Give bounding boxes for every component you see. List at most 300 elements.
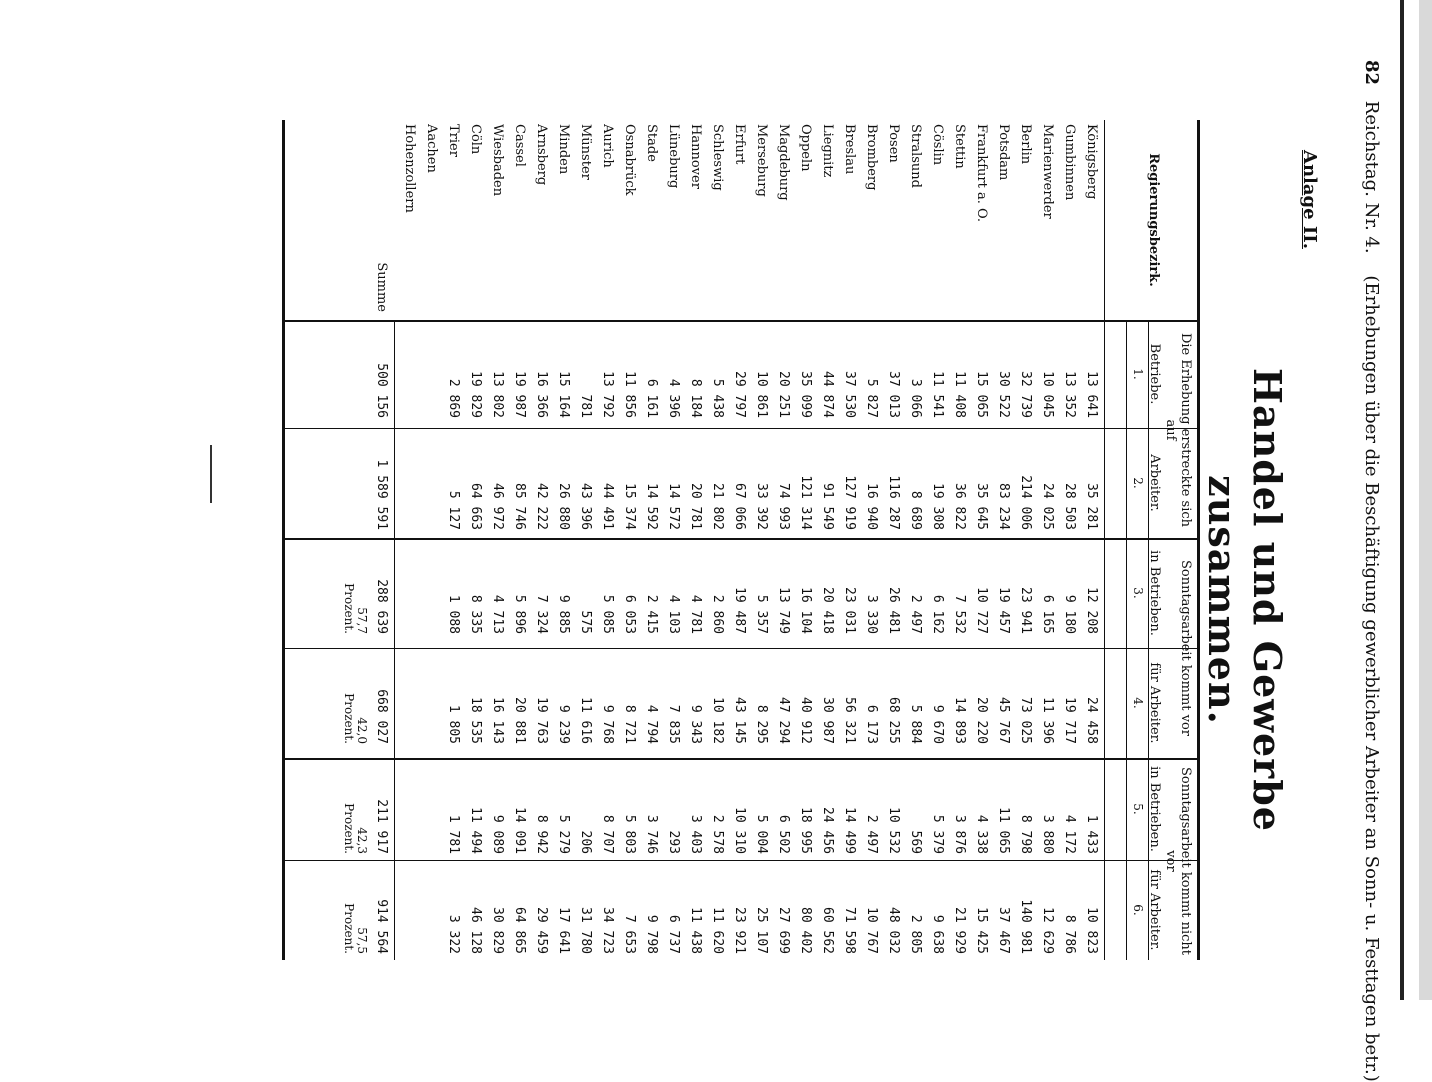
total-cell-c3: 288 639 bbox=[374, 579, 389, 634]
table-row bbox=[442, 120, 464, 960]
table-cell-c5: 8 707 bbox=[600, 814, 615, 854]
table-cell-c6: 29 459 bbox=[534, 907, 549, 954]
table-cell-c4: 5 884 bbox=[908, 704, 923, 744]
table-row bbox=[1036, 120, 1058, 960]
table-cell-c4: 43 145 bbox=[732, 697, 747, 744]
table-cell-c5: 2 578 bbox=[710, 814, 725, 854]
table-cell-c2: 67 066 bbox=[732, 483, 747, 530]
table-cell-c4: 24 458 bbox=[1084, 697, 1099, 744]
header-group-sunday-work: Sonntagsarbeit kommt vor bbox=[1178, 559, 1193, 737]
table-cell-c2: 33 392 bbox=[754, 483, 769, 530]
col-number-3: 3. bbox=[1131, 587, 1145, 599]
table-cell-c6: 27 699 bbox=[776, 907, 791, 954]
percentage-c6 bbox=[342, 868, 368, 954]
percentage-unit: Prozent. bbox=[342, 583, 356, 634]
page-title: Handel und Gewerbe zusammen. bbox=[1200, 368, 1290, 832]
table-cell-c6: 46 128 bbox=[468, 907, 483, 954]
region-name: Stettin bbox=[952, 124, 967, 169]
table-cell-c2: 83 234 bbox=[996, 483, 1011, 530]
table-cell-c3 bbox=[420, 548, 442, 634]
table-row bbox=[552, 120, 574, 960]
table-cell-c4: 8 295 bbox=[754, 704, 769, 744]
region-name: Hannover bbox=[688, 124, 703, 189]
table-cell-c5: 8 798 bbox=[1018, 814, 1033, 854]
table-row bbox=[838, 120, 860, 960]
table-cell-c2: 26 880 bbox=[556, 483, 571, 530]
region-name: Erfurt bbox=[732, 124, 747, 165]
table-cell-c1: 781 bbox=[578, 394, 593, 418]
table-cell-c1: 37 530 bbox=[842, 371, 857, 418]
table-cell-c2: 8 689 bbox=[908, 490, 923, 530]
region-name: Posen bbox=[886, 124, 901, 163]
table-row bbox=[992, 120, 1014, 960]
header-rule bbox=[1104, 120, 1105, 960]
table-cell-c2 bbox=[398, 438, 420, 530]
region-name: Potsdam bbox=[996, 124, 1011, 181]
table-cell-c3: 16 104 bbox=[798, 587, 813, 634]
table-cell-c6: 6 737 bbox=[666, 914, 681, 954]
header-col-3: in Betrieben. bbox=[1147, 550, 1162, 636]
table-cell-c4: 8 721 bbox=[622, 704, 637, 744]
table-cell-c4: 11 396 bbox=[1040, 697, 1055, 744]
table-cell-c6: 7 653 bbox=[622, 914, 637, 954]
table-cell-c5: 10 532 bbox=[886, 807, 901, 854]
table-cell-c6: 15 425 bbox=[974, 907, 989, 954]
table-cell-c4: 11 616 bbox=[578, 697, 593, 744]
table-row bbox=[706, 120, 728, 960]
header-col-5: in Betrieben. bbox=[1147, 766, 1162, 852]
table-cell-c3: 4 103 bbox=[666, 594, 681, 634]
table-row bbox=[1014, 120, 1036, 960]
table-cell-c1: 6 161 bbox=[644, 378, 659, 418]
table-cell-c3: 5 896 bbox=[512, 594, 527, 634]
table-cell-c2: 15 374 bbox=[622, 483, 637, 530]
region-name: Lüneburg bbox=[666, 124, 681, 189]
table-cell-c6: 8 786 bbox=[1062, 914, 1077, 954]
table-row bbox=[618, 120, 640, 960]
table-cell-c6: 64 865 bbox=[512, 907, 527, 954]
table-cell-c6 bbox=[398, 868, 420, 954]
table-cell-c4: 9 343 bbox=[688, 704, 703, 744]
table-cell-c1: 29 797 bbox=[732, 371, 747, 418]
header-col-1: Betriebe. bbox=[1147, 343, 1162, 405]
table-cell-c4: 9 670 bbox=[930, 704, 945, 744]
table-cell-c2: 46 972 bbox=[490, 483, 505, 530]
table-cell-c2: 42 222 bbox=[534, 483, 549, 530]
table-cell-c3: 9 180 bbox=[1062, 594, 1077, 634]
table-cell-c5: 6 502 bbox=[776, 814, 791, 854]
table-cell-c1: 13 792 bbox=[600, 371, 615, 418]
table-cell-c5: 9 089 bbox=[490, 814, 505, 854]
table-cell-c3: 19 487 bbox=[732, 587, 747, 634]
table-row bbox=[904, 120, 926, 960]
table-cell-c4: 30 987 bbox=[820, 697, 835, 744]
table-cell-c1: 10 861 bbox=[754, 371, 769, 418]
table-cell-c5: 1 433 bbox=[1084, 814, 1099, 854]
region-name: Cassel bbox=[512, 124, 527, 167]
table-cell-c1: 30 522 bbox=[996, 371, 1011, 418]
table-cell-c4: 20 881 bbox=[512, 697, 527, 744]
table-cell-c3 bbox=[398, 548, 420, 634]
table-cell-c3: 7 324 bbox=[534, 594, 549, 634]
region-name: Oppeln bbox=[798, 124, 813, 172]
table-row bbox=[508, 120, 530, 960]
header-col-6: für Arbeiter. bbox=[1147, 869, 1162, 951]
table-cell-c4: 19 763 bbox=[534, 697, 549, 744]
header-col-2: Arbeiter. bbox=[1147, 454, 1162, 512]
region-name: Magdeburg bbox=[776, 124, 791, 201]
table-cell-c1: 5 827 bbox=[864, 378, 879, 418]
table-cell-c4 bbox=[398, 658, 420, 744]
table-cell-c1: 37 013 bbox=[886, 371, 901, 418]
region-name: Bromberg bbox=[864, 124, 879, 191]
table-cell-c2: 21 802 bbox=[710, 483, 725, 530]
table-cell-c3: 4 713 bbox=[490, 594, 505, 634]
table-cell-c2: 36 822 bbox=[952, 483, 967, 530]
table-cell-c5: 5 279 bbox=[556, 814, 571, 854]
annex-label: Anlage II. bbox=[1299, 150, 1320, 249]
table-cell-c4: 10 182 bbox=[710, 697, 725, 744]
table-cell-c2: 35 645 bbox=[974, 483, 989, 530]
table-row bbox=[970, 120, 992, 960]
table-cell-c3: 6 165 bbox=[1040, 594, 1055, 634]
table-cell-c5: 4 338 bbox=[974, 814, 989, 854]
region-name: Cöslin bbox=[930, 124, 945, 166]
table-cell-c6: 9 798 bbox=[644, 914, 659, 954]
table-cell-c6: 11 438 bbox=[688, 907, 703, 954]
region-name: Merseburg bbox=[754, 124, 769, 197]
table-cell-c2: 121 314 bbox=[798, 475, 813, 530]
table-cell-c6: 3 322 bbox=[446, 914, 461, 954]
table-row bbox=[882, 120, 904, 960]
table-row bbox=[728, 120, 750, 960]
table-cell-c1: 32 739 bbox=[1018, 371, 1033, 418]
table-cell-c1: 19 829 bbox=[468, 371, 483, 418]
table-cell-c3: 10 727 bbox=[974, 587, 989, 634]
col-number-4: 4. bbox=[1131, 697, 1145, 709]
table-cell-c4: 9 239 bbox=[556, 704, 571, 744]
table-cell-c6: 30 829 bbox=[490, 907, 505, 954]
table-cell-c3: 5 085 bbox=[600, 594, 615, 634]
table-cell-c3: 13 749 bbox=[776, 587, 791, 634]
table-row bbox=[1058, 120, 1080, 960]
table-cell-c6: 25 107 bbox=[754, 907, 769, 954]
table-body bbox=[338, 120, 1102, 960]
table-cell-c1: 16 366 bbox=[534, 371, 549, 418]
table-row bbox=[398, 120, 420, 960]
percentage-unit: Prozent. bbox=[342, 903, 356, 954]
table-cell-c1: 15 164 bbox=[556, 371, 571, 418]
table-cell-c3: 2 497 bbox=[908, 594, 923, 634]
table-cell-c5: 18 995 bbox=[798, 807, 813, 854]
table-cell-c6: 21 929 bbox=[952, 907, 967, 954]
table-cell-c1: 11 856 bbox=[622, 371, 637, 418]
table-cell-c1: 5 438 bbox=[710, 378, 725, 418]
table-row bbox=[486, 120, 508, 960]
statistics-table bbox=[282, 120, 1200, 960]
percentage-value: 42,0 bbox=[355, 717, 369, 744]
table-cell-c3: 8 335 bbox=[468, 594, 483, 634]
table-row bbox=[794, 120, 816, 960]
table-cell-c2: 24 025 bbox=[1040, 483, 1055, 530]
table-row bbox=[750, 120, 772, 960]
table-cell-c6: 71 598 bbox=[842, 907, 857, 954]
running-head bbox=[1356, 60, 1382, 1082]
table-cell-c6: 11 620 bbox=[710, 907, 725, 954]
table-cell-c5: 293 bbox=[666, 830, 681, 854]
total-rule bbox=[394, 320, 395, 960]
total-cell-c5: 211 917 bbox=[374, 799, 389, 854]
table-cell-c2: 28 503 bbox=[1062, 483, 1077, 530]
table-cell-c2: 91 549 bbox=[820, 483, 835, 530]
percentage-c4 bbox=[342, 658, 368, 744]
table-cell-c1: 13 802 bbox=[490, 371, 505, 418]
table-cell-c1: 44 874 bbox=[820, 371, 835, 418]
table-cell-c1: 11 408 bbox=[952, 371, 967, 418]
table-cell-c1: 19 987 bbox=[512, 371, 527, 418]
region-name: Minden bbox=[556, 124, 571, 175]
table-cell-c2: 127 919 bbox=[842, 475, 857, 530]
table-row bbox=[772, 120, 794, 960]
table-cell-c3: 6 053 bbox=[622, 594, 637, 634]
table-cell-c5: 206 bbox=[578, 830, 593, 854]
table-cell-c4: 4 794 bbox=[644, 704, 659, 744]
table-cell-c4: 40 912 bbox=[798, 697, 813, 744]
table-cell-c3: 7 532 bbox=[952, 594, 967, 634]
total-cell-c6: 914 564 bbox=[374, 899, 389, 954]
table-cell-c4: 45 767 bbox=[996, 697, 1011, 744]
table-row bbox=[948, 120, 970, 960]
table-cell-c6: 23 921 bbox=[732, 907, 747, 954]
table-cell-c5: 3 876 bbox=[952, 814, 967, 854]
table-cell-c2: 14 572 bbox=[666, 483, 681, 530]
region-name: Trier bbox=[446, 124, 461, 157]
header-group-survey: Die Erhebung erstreckte sich auf bbox=[1163, 332, 1193, 528]
table-cell-c3: 3 330 bbox=[864, 594, 879, 634]
table-cell-c3: 4 781 bbox=[688, 594, 703, 634]
table-cell-c4: 6 173 bbox=[864, 704, 879, 744]
table-cell-c5 bbox=[420, 768, 442, 854]
table-cell-c5: 4 172 bbox=[1062, 814, 1077, 854]
total-cell-c4: 668 027 bbox=[374, 689, 389, 744]
table-row bbox=[464, 120, 486, 960]
region-name: Frankfurt a. O. bbox=[974, 124, 989, 223]
percentage-value: 57,5 bbox=[355, 927, 369, 954]
table-cell-c1: 11 541 bbox=[930, 371, 945, 418]
table-cell-c3: 26 481 bbox=[886, 587, 901, 634]
table-cell-c5: 3 880 bbox=[1040, 814, 1055, 854]
table-cell-c5: 24 456 bbox=[820, 807, 835, 854]
table-cell-c1: 10 045 bbox=[1040, 371, 1055, 418]
subject-line: (Erhebungen über die Beschäftigung gewerblicher Arbeiter an Sonn- u. Festtagen betr.) bbox=[1361, 275, 1382, 1082]
col-number-1: 1. bbox=[1131, 368, 1145, 380]
table-cell-c5: 3 746 bbox=[644, 814, 659, 854]
table-row bbox=[640, 120, 662, 960]
table-row bbox=[530, 120, 552, 960]
table-cell-c4: 47 294 bbox=[776, 697, 791, 744]
table-cell-c5 bbox=[398, 768, 420, 854]
table-cell-c4: 20 220 bbox=[974, 697, 989, 744]
table-cell-c4: 14 893 bbox=[952, 697, 967, 744]
rotated-page bbox=[270, 60, 1390, 1082]
region-name: Schleswig bbox=[710, 124, 725, 191]
region-name: Liegnitz bbox=[820, 124, 835, 178]
percentage-row bbox=[338, 120, 370, 960]
table-cell-c2: 74 993 bbox=[776, 483, 791, 530]
table-row bbox=[1080, 120, 1102, 960]
region-name: Wiesbaden bbox=[490, 124, 505, 197]
table-cell-c3: 19 457 bbox=[996, 587, 1011, 634]
scan-border-strip bbox=[1400, 0, 1404, 1000]
table-cell-c4: 68 255 bbox=[886, 697, 901, 744]
table-cell-c2: 20 781 bbox=[688, 483, 703, 530]
table-cell-c4: 1 805 bbox=[446, 704, 461, 744]
table-cell-c4: 18 535 bbox=[468, 697, 483, 744]
header-group-no-sunday-work: Sonntagsarbeit kommt nicht vor bbox=[1163, 766, 1193, 956]
table-cell-c5: 1 781 bbox=[446, 814, 461, 854]
page-number: 82 bbox=[1361, 60, 1382, 86]
table-cell-c6: 80 402 bbox=[798, 907, 813, 954]
table-cell-c2: 64 663 bbox=[468, 483, 483, 530]
table-cell-c3: 20 418 bbox=[820, 587, 835, 634]
table-cell-c3: 9 885 bbox=[556, 594, 571, 634]
table-cell-c4: 19 717 bbox=[1062, 697, 1077, 744]
table-cell-c6: 17 641 bbox=[556, 907, 571, 954]
table-row bbox=[574, 120, 596, 960]
total-label: Summe bbox=[374, 262, 389, 312]
table-cell-c1: 4 396 bbox=[666, 378, 681, 418]
table-cell-c2: 35 281 bbox=[1084, 483, 1099, 530]
table-cell-c6: 37 467 bbox=[996, 907, 1011, 954]
table-cell-c1: 13 352 bbox=[1062, 371, 1077, 418]
table-cell-c6: 48 032 bbox=[886, 907, 901, 954]
col-number-2: 2. bbox=[1131, 477, 1145, 489]
col-number-5: 5. bbox=[1131, 803, 1145, 815]
table-row bbox=[420, 120, 442, 960]
table-cell-c5: 14 091 bbox=[512, 807, 527, 854]
table-cell-c5: 569 bbox=[908, 830, 923, 854]
table-cell-c2: 43 396 bbox=[578, 483, 593, 530]
region-name: Münster bbox=[578, 124, 593, 180]
table-cell-c1: 15 065 bbox=[974, 371, 989, 418]
table-cell-c1: 13 641 bbox=[1084, 371, 1099, 418]
total-row bbox=[370, 120, 392, 960]
table-cell-c6: 10 823 bbox=[1084, 907, 1099, 954]
percentage-unit: Prozent. bbox=[342, 803, 356, 854]
table-cell-c3: 5 357 bbox=[754, 594, 769, 634]
table-cell-c5: 5 379 bbox=[930, 814, 945, 854]
table-cell-c4 bbox=[420, 658, 442, 744]
table-cell-c2: 5 127 bbox=[446, 490, 461, 530]
table-cell-c1 bbox=[398, 332, 420, 418]
table-cell-c2: 44 491 bbox=[600, 483, 615, 530]
table-cell-c6: 12 629 bbox=[1040, 907, 1055, 954]
table-cell-c1 bbox=[420, 332, 442, 418]
table-cell-c3: 23 941 bbox=[1018, 587, 1033, 634]
table-cell-c3: 6 162 bbox=[930, 594, 945, 634]
total-cell-c1: 500 156 bbox=[374, 363, 389, 418]
table-row bbox=[926, 120, 948, 960]
percentage-unit: Prozent. bbox=[342, 693, 356, 744]
table-cell-c6: 10 767 bbox=[864, 907, 879, 954]
region-name: Arnsberg bbox=[534, 124, 549, 186]
table-cell-c5: 5 803 bbox=[622, 814, 637, 854]
table-cell-c2: 214 006 bbox=[1018, 475, 1033, 530]
table-cell-c1: 20 251 bbox=[776, 371, 791, 418]
col-number-6: 6. bbox=[1131, 904, 1145, 916]
table-cell-c2: 19 308 bbox=[930, 483, 945, 530]
region-name: Cöln bbox=[468, 124, 483, 155]
table-row bbox=[662, 120, 684, 960]
region-name: Hohenzollern bbox=[402, 124, 417, 213]
table-cell-c2: 116 287 bbox=[886, 475, 901, 530]
region-name: Königsberg bbox=[1084, 124, 1099, 200]
table-cell-c2 bbox=[420, 438, 442, 530]
table-cell-c6: 31 780 bbox=[578, 907, 593, 954]
table-cell-c3: 575 bbox=[578, 610, 593, 634]
table-cell-c5: 8 942 bbox=[534, 814, 549, 854]
scan-edge bbox=[1419, 0, 1432, 1000]
table-cell-c3: 2 415 bbox=[644, 594, 659, 634]
table-cell-c4: 7 835 bbox=[666, 704, 681, 744]
table-cell-c1: 3 066 bbox=[908, 378, 923, 418]
table-cell-c6: 34 723 bbox=[600, 907, 615, 954]
table-cell-c2: 85 746 bbox=[512, 483, 527, 530]
table-cell-c5: 10 310 bbox=[732, 807, 747, 854]
table-cell-c1: 35 099 bbox=[798, 371, 813, 418]
table-cell-c5: 5 004 bbox=[754, 814, 769, 854]
table-cell-c3: 1 088 bbox=[446, 594, 461, 634]
header-rule bbox=[1126, 320, 1127, 960]
table-cell-c1: 2 869 bbox=[446, 378, 461, 418]
percentage-c3 bbox=[342, 548, 368, 634]
table-cell-c4: 9 768 bbox=[600, 704, 615, 744]
region-name: Aachen bbox=[424, 124, 439, 173]
table-row bbox=[684, 120, 706, 960]
table-cell-c6: 9 638 bbox=[930, 914, 945, 954]
series-label: Reichstag. Nr. 4. bbox=[1361, 100, 1382, 254]
table-cell-c4: 56 321 bbox=[842, 697, 857, 744]
table-cell-c5: 14 499 bbox=[842, 807, 857, 854]
region-name: Breslau bbox=[842, 124, 857, 175]
table-cell-c2: 16 940 bbox=[864, 483, 879, 530]
region-name: Aurich bbox=[600, 124, 615, 168]
region-name: Gumbinnen bbox=[1062, 124, 1077, 201]
stray-mark bbox=[210, 445, 212, 503]
percentage-value: 57,7 bbox=[355, 607, 369, 634]
table-cell-c3: 12 208 bbox=[1084, 587, 1099, 634]
region-name: Osnabrück bbox=[622, 124, 637, 196]
percentage-c5 bbox=[342, 768, 368, 854]
table-cell-c2: 14 592 bbox=[644, 483, 659, 530]
table-cell-c5: 3 403 bbox=[688, 814, 703, 854]
table-cell-c5: 11 065 bbox=[996, 807, 1011, 854]
table-cell-c4: 73 025 bbox=[1018, 697, 1033, 744]
total-cell-c2: 1 589 591 bbox=[374, 459, 389, 530]
table-cell-c6: 2 805 bbox=[908, 914, 923, 954]
table-cell-c6: 60 562 bbox=[820, 907, 835, 954]
table-cell-c6 bbox=[420, 868, 442, 954]
table-row bbox=[816, 120, 838, 960]
table-cell-c3: 23 031 bbox=[842, 587, 857, 634]
table-cell-c5: 11 494 bbox=[468, 807, 483, 854]
total-separator bbox=[392, 120, 398, 960]
table-row bbox=[860, 120, 882, 960]
table-cell-c5: 2 497 bbox=[864, 814, 879, 854]
table-cell-c1: 8 184 bbox=[688, 378, 703, 418]
percentage-value: 42,3 bbox=[355, 827, 369, 854]
header-col-4: für Arbeiter. bbox=[1147, 662, 1162, 744]
